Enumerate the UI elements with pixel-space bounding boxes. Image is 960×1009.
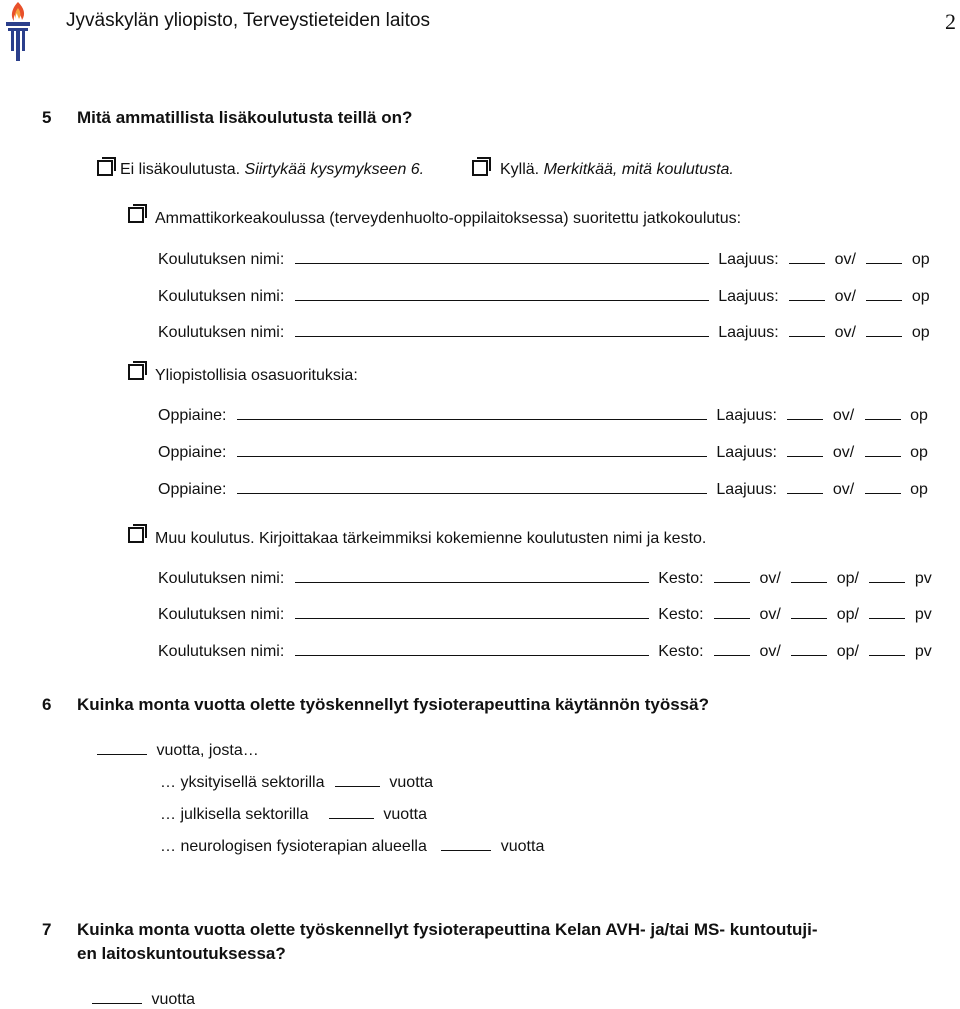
- subject-blank[interactable]: [237, 479, 707, 494]
- public-years-blank[interactable]: [329, 804, 374, 819]
- q6-public-row: [160, 804, 427, 824]
- subject-blank[interactable]: [237, 442, 707, 457]
- name-blank[interactable]: [295, 604, 649, 619]
- pv-label: pv: [914, 606, 932, 623]
- pv-blank[interactable]: [869, 641, 905, 656]
- other-row: [158, 568, 932, 588]
- name-label: Koulutuksen nimi:: [158, 251, 285, 268]
- ov-label: ov/: [759, 643, 781, 660]
- torch-logo-icon: [2, 0, 34, 64]
- years-total-blank[interactable]: [97, 740, 147, 755]
- ov-label: ov/: [759, 606, 781, 623]
- scope-label: Laajuus:: [716, 481, 777, 498]
- private-sector-label: … yksityisellä sektorilla: [160, 774, 325, 791]
- ov-blank[interactable]: [714, 641, 750, 656]
- op-label: op/: [836, 570, 859, 587]
- page-number: 2: [945, 9, 956, 34]
- ov-label: ov/: [834, 288, 856, 305]
- scope-label: Laajuus:: [716, 444, 777, 461]
- amk-row: [158, 322, 930, 342]
- ov-blank[interactable]: [714, 604, 750, 619]
- op-label: op: [911, 251, 930, 268]
- op-blank[interactable]: [865, 405, 901, 420]
- name-label: Koulutuksen nimi:: [158, 606, 285, 623]
- ov-blank[interactable]: [714, 568, 750, 583]
- ov-blank[interactable]: [789, 286, 825, 301]
- name-blank[interactable]: [295, 249, 709, 264]
- name-blank[interactable]: [295, 568, 649, 583]
- pv-blank[interactable]: [869, 604, 905, 619]
- name-blank[interactable]: [295, 286, 709, 301]
- ov-blank[interactable]: [787, 442, 823, 457]
- years-label: vuotta: [500, 838, 545, 855]
- ov-label: ov/: [832, 481, 855, 498]
- ov-label: ov/: [759, 570, 781, 587]
- amk-row: [158, 286, 930, 306]
- checkbox-university[interactable]: [128, 364, 144, 380]
- duration-label: Kesto:: [658, 570, 704, 587]
- op-label: op: [910, 407, 928, 424]
- years-of-label: vuotta, josta…: [156, 742, 259, 759]
- other-training-label: Muu koulutus. Kirjoittakaa tärkeimmiksi kokemienne koulutusten nimi ja kesto.: [155, 530, 707, 547]
- subject-row: [158, 442, 928, 462]
- option-yes-training-label: Kyllä.: [500, 161, 540, 178]
- op-blank[interactable]: [866, 286, 902, 301]
- op-label: op: [911, 288, 930, 305]
- scope-label: Laajuus:: [718, 251, 779, 268]
- q6-neuro-row: [160, 836, 544, 856]
- pv-label: pv: [914, 570, 932, 587]
- neuro-years-blank[interactable]: [441, 836, 491, 851]
- years-label: vuotta: [383, 806, 427, 823]
- q6-total-row: [97, 740, 259, 760]
- op-blank[interactable]: [866, 249, 902, 264]
- neuro-label: … neurologisen fysioterapian alueella: [160, 838, 427, 855]
- years-label: vuotta: [389, 774, 433, 791]
- years-label: vuotta: [151, 991, 196, 1008]
- scope-label: Laajuus:: [718, 288, 779, 305]
- checkbox-other-training[interactable]: [128, 527, 144, 543]
- subject-blank[interactable]: [237, 405, 707, 420]
- scope-label: Laajuus:: [716, 407, 777, 424]
- name-label: Koulutuksen nimi:: [158, 288, 285, 305]
- university-logo: [2, 0, 34, 64]
- op-label: op: [910, 444, 928, 461]
- q6-text: Kuinka monta vuotta olette työskennellyt fysioterapeuttina käytännön työssä?: [77, 695, 709, 714]
- op-blank[interactable]: [865, 479, 901, 494]
- ov-label: ov/: [834, 324, 856, 341]
- q5-number: 5: [42, 108, 52, 127]
- q6-number: 6: [42, 695, 52, 714]
- option-yes-training-note: Merkitkää, mitä koulutusta.: [543, 161, 734, 178]
- option-no-training: [120, 160, 424, 179]
- subject-row: [158, 405, 928, 425]
- q7-years-blank[interactable]: [92, 989, 142, 1004]
- q7-number: 7: [42, 920, 52, 939]
- other-row: [158, 641, 932, 661]
- amk-label: Ammattikorkeakoulussa (terveydenhuolto-oppilaitoksessa) suoritettu jatkokoulutus:: [155, 210, 742, 227]
- ov-label: ov/: [832, 444, 855, 461]
- name-label: Koulutuksen nimi:: [158, 570, 285, 587]
- private-years-blank[interactable]: [335, 772, 380, 787]
- subject-label: Oppiaine:: [158, 481, 227, 498]
- checkbox-amk[interactable]: [128, 207, 144, 223]
- amk-row: [158, 249, 930, 269]
- subject-label: Oppiaine:: [158, 444, 227, 461]
- pv-blank[interactable]: [869, 568, 905, 583]
- university-label: Yliopistollisia osasuorituksia:: [155, 367, 358, 384]
- op-label: op: [911, 324, 930, 341]
- op-blank[interactable]: [866, 322, 902, 337]
- q5-text: Mitä ammatillista lisäkoulutusta teillä on?: [77, 108, 413, 127]
- option-no-training-label: Ei lisäkoulutusta.: [120, 161, 241, 178]
- q7-text-line1: Kuinka monta vuotta olette työskennellyt fysioterapeuttina Kelan AVH- ja/tai MS- kuntoutuji-: [77, 920, 818, 939]
- name-label: Koulutuksen nimi:: [158, 643, 285, 660]
- checkbox-yes-training[interactable]: [472, 160, 488, 176]
- op-label: op/: [836, 643, 859, 660]
- duration-label: Kesto:: [658, 606, 704, 623]
- ov-blank[interactable]: [789, 249, 825, 264]
- name-blank[interactable]: [295, 322, 709, 337]
- name-label: Koulutuksen nimi:: [158, 324, 285, 341]
- header-title: Jyväskylän yliopisto, Terveystieteiden laitos: [66, 10, 430, 31]
- op-blank[interactable]: [791, 641, 827, 656]
- duration-label: Kesto:: [658, 643, 704, 660]
- pv-label: pv: [914, 643, 932, 660]
- q7-years-row: [92, 989, 195, 1009]
- op-blank[interactable]: [791, 604, 827, 619]
- public-sector-label: … julkisella sektorilla: [160, 806, 309, 823]
- op-blank[interactable]: [865, 442, 901, 457]
- ov-blank[interactable]: [789, 322, 825, 337]
- ov-label: ov/: [834, 251, 856, 268]
- ov-blank[interactable]: [787, 405, 823, 420]
- ov-blank[interactable]: [787, 479, 823, 494]
- q7-text-line2: en laitoskuntoutuksessa?: [77, 944, 286, 963]
- q6-private-row: [160, 772, 433, 792]
- scope-label: Laajuus:: [718, 324, 779, 341]
- ov-label: ov/: [832, 407, 855, 424]
- subject-row: [158, 479, 928, 499]
- name-blank[interactable]: [295, 641, 649, 656]
- op-label: op/: [836, 606, 859, 623]
- subject-label: Oppiaine:: [158, 407, 227, 424]
- checkbox-no-training[interactable]: [97, 160, 113, 176]
- op-label: op: [910, 481, 928, 498]
- option-no-training-skip: Siirtykää kysymykseen 6.: [244, 161, 425, 178]
- option-yes-training: [500, 160, 734, 179]
- op-blank[interactable]: [791, 568, 827, 583]
- other-row: [158, 604, 932, 624]
